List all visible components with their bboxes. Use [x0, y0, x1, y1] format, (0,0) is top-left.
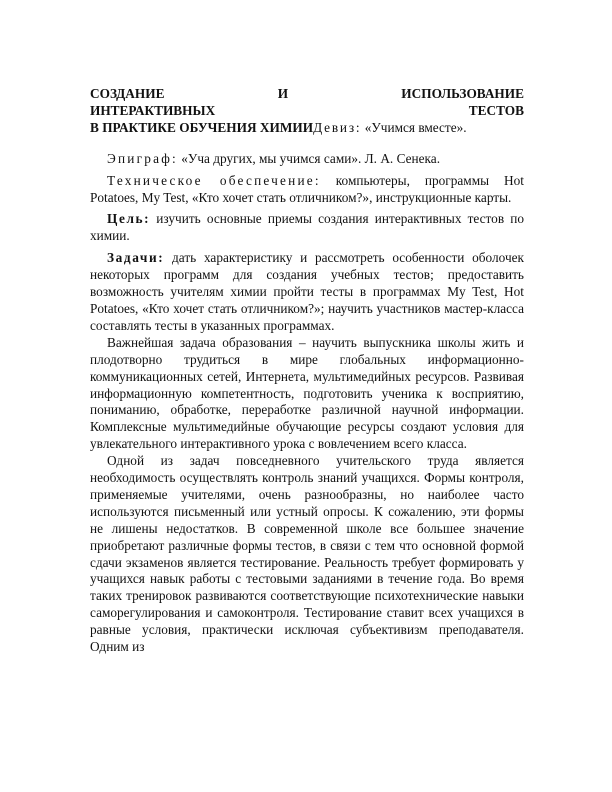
body-paragraph-1: Важнейшая задача образования – научить выпускника школы жить и плодотворно трудиться в мире глобальных информационно-коммуникационных сетей, Интернета, мультимедийных ресурсов. Развивая информационную компетентность, подготовить ученика к восприятию, пониманию, обработке, переработке различной научной информации. Комплексные мультимедийные обучающие ресурсы создают условия для увлекательного интерактивного урока с вовлечением всего класса.: [90, 334, 524, 452]
motto-text: «Учимся вместе».: [361, 119, 467, 135]
motto-label: Девиз:: [313, 119, 362, 135]
tech-paragraph: [90, 173, 524, 207]
epigraph-paragraph: [90, 151, 524, 168]
tech-label: Техническое обеспечение:: [107, 172, 321, 188]
epigraph-text: «Уча других, мы учимся сами». Л. А. Сенека.: [177, 150, 441, 166]
tasks-label: Задачи:: [107, 250, 165, 266]
goal-label: Цель:: [107, 211, 151, 227]
body-paragraph-2: Одной из задач повседневного учительского труда является необходимость осуществлять контроль знаний учащихся. Формы контроля, применяемые учителями, очень разнообразны, но наиболее часто используются письменный или устный опросы. К сожалению, эти формы не лишены недостатков. В современной школе все большее значение приобретают различные формы тестов, в связи с тем что основной формой сдачи экзаменов является тестирование. Реальность требует формировать у учащихся навык работы с тестовыми заданиями в течение года. Во время таких тренировок развиваются соответствующие психотехнические навыки саморегулирования и самоконтроля. Тестирование ставит всех учащихся в равные условия, практически исключая субъективизм преподавателя. Одним из: [90, 453, 524, 655]
goal-text: изучить основные приемы создания интерактивных тестов по химии.: [90, 211, 524, 244]
document-page: [90, 86, 524, 656]
tasks-text: дать характеристику и рассмотреть особенности оболочек некоторых программ для создания учебных тестов; предоставить возможность учителям химии пройти тесты в программах My Test, Hot Potatoes, «Кто хочет стать отличником?»; научить участников мастер-класса составлять тесты в указанных программах.: [90, 250, 524, 333]
title-line-1: СОЗДАНИЕ И ИСПОЛЬЗОВАНИЕ: [90, 86, 524, 101]
title-line-3: [90, 120, 524, 137]
title-line-2: ИНТЕРАКТИВНЫХ ТЕСТОВ: [90, 102, 524, 118]
tech-text: компьютеры, программы Hot Potatoes, My Test, «Кто хочет стать отличником?», инструкционные карты.: [90, 172, 524, 205]
epigraph-label: Эпиграф:: [107, 150, 178, 166]
goal-paragraph: [90, 211, 524, 245]
title-line-3-text: В ПРАКТИКЕ ОБУЧЕНИЯ ХИМИИ: [90, 119, 314, 135]
tasks-paragraph: [90, 250, 524, 335]
